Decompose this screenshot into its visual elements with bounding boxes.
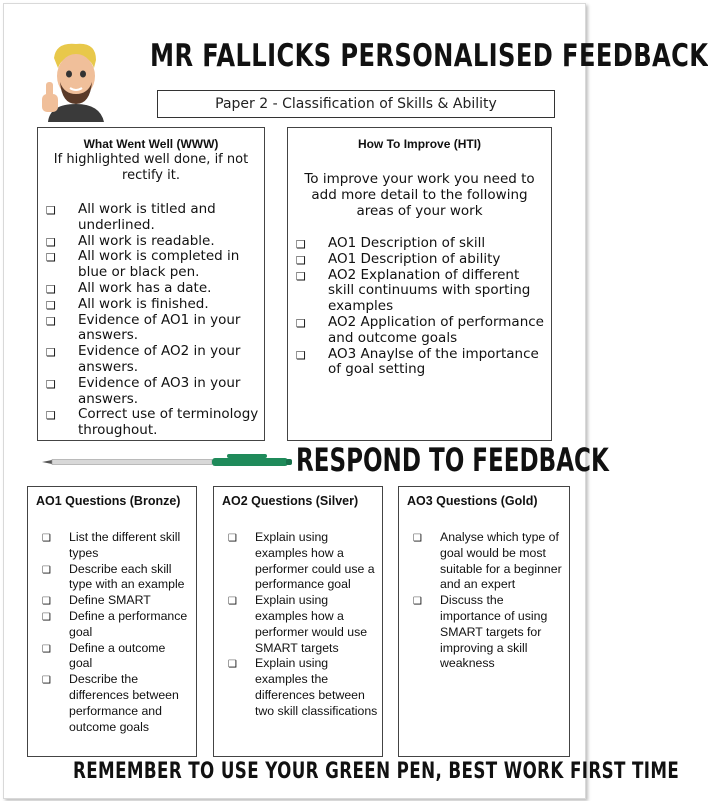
ao2-list xyxy=(214,530,382,720)
list-item: ❑ Analyse which type of goal would be most suitable for a beginner and an expert xyxy=(413,530,562,592)
list-item: ❑ Define SMART xyxy=(28,593,196,609)
respond-heading: RESPOND TO FEEDBACK xyxy=(296,441,609,479)
list-item: ❑ All work is readable. xyxy=(46,232,215,249)
checkbox-bullet-icon: ❑ xyxy=(46,377,56,391)
list-item: ❑ Define a performance goal xyxy=(42,608,188,639)
list-item: ❑ Explain using examples how a performer could use a performance goal xyxy=(228,530,375,592)
list-item: ❑ Evidence of AO1 in your answers. xyxy=(46,311,241,344)
checkbox-bullet-icon: ❑ xyxy=(46,282,56,296)
hti-intro: To improve your work you need to add more detail to the following areas of your work xyxy=(304,171,535,219)
list-item: ❑ AO3 Anaylse of the importance of goal setting xyxy=(296,345,539,378)
checkbox-bullet-icon: ❑ xyxy=(228,659,237,671)
ao2-questions-box xyxy=(213,486,383,757)
checkbox-bullet-icon: ❑ xyxy=(296,269,306,283)
ao3-questions-box xyxy=(398,486,570,757)
checkbox-bullet-icon: ❑ xyxy=(413,596,422,608)
www-instruction: If highlighted well done, if not rectify it. xyxy=(53,152,249,183)
checkbox-bullet-icon: ❑ xyxy=(46,409,56,423)
checkbox-bullet-icon: ❑ xyxy=(228,596,237,608)
checkbox-bullet-icon: ❑ xyxy=(46,235,56,249)
list-item: ❑ Discuss the importance of using SMART targets for improving a skill weakness xyxy=(413,593,548,671)
pen-illustration xyxy=(42,452,292,470)
www-list xyxy=(38,202,264,439)
checkbox-bullet-icon: ❑ xyxy=(42,564,51,576)
page-title: MR FALLICKS PERSONALISED FEEDBACK xyxy=(150,38,708,74)
ao3-list xyxy=(399,530,569,672)
list-item: ❑ Explain using examples how a performer would use SMART targets xyxy=(228,593,368,655)
ao1-list xyxy=(28,530,196,735)
list-item: ❑ Evidence of AO2 in your answers. xyxy=(46,343,241,375)
list-item: ❑ AO2 Explanation of different skill continuums with sporting examples xyxy=(296,266,531,315)
ao3-heading: AO3 Questions (Gold) xyxy=(407,494,538,508)
list-item: ❑ All work is finished. xyxy=(46,295,209,312)
checkbox-bullet-icon: ❑ xyxy=(296,238,306,251)
checkbox-bullet-icon: ❑ xyxy=(228,533,237,544)
www-heading: What Went Well (WWW) xyxy=(83,137,219,151)
hti-heading: How To Improve (HTI) xyxy=(357,137,482,151)
checkbox-bullet-icon: ❑ xyxy=(42,533,51,544)
ao1-heading: AO1 Questions (Bronze) xyxy=(36,494,181,508)
ao2-heading: AO2 Questions (Silver) xyxy=(222,494,359,508)
checkbox-bullet-icon: ❑ xyxy=(46,314,56,328)
list-item: ❑ All work has a date. xyxy=(46,279,212,296)
ao1-questions-box xyxy=(27,486,197,757)
list-item: ❑ Evidence of AO3 in your answers. xyxy=(46,374,241,407)
checkbox-bullet-icon: ❑ xyxy=(46,298,56,312)
footer-reminder: REMEMBER TO USE YOUR GREEN PEN, BEST WORK FIRST TIME xyxy=(73,759,680,784)
list-item: ❑ AO2 Application of performance and outcome goals xyxy=(296,313,544,346)
list-item: ❑ Describe the differences between performance and outcome goals xyxy=(42,672,179,734)
checkbox-bullet-icon: ❑ xyxy=(296,316,306,330)
list-item: ❑ Describe each skill type with an example xyxy=(42,561,185,592)
list-item: ❑ All work is completed in blue or black pen. xyxy=(46,248,240,281)
checkbox-bullet-icon: ❑ xyxy=(46,204,56,217)
list-item: ❑ Define a outcome goal xyxy=(42,640,166,671)
list-item: ❑ List the different skill types xyxy=(42,530,181,560)
www-box xyxy=(37,127,265,441)
checkbox-bullet-icon: ❑ xyxy=(42,596,51,608)
checkbox-bullet-icon: ❑ xyxy=(46,251,56,265)
checkbox-bullet-icon: ❑ xyxy=(46,346,56,360)
list-item: ❑ AO1 Description of ability xyxy=(296,250,501,267)
checkbox-bullet-icon: ❑ xyxy=(42,643,51,655)
list-item: ❑ Explain using examples the differences between two skill classifications xyxy=(228,656,378,718)
checkbox-bullet-icon: ❑ xyxy=(42,675,51,687)
hti-box xyxy=(287,127,552,441)
topic-subtitle: Paper 2 - Classification of Skills & Ability xyxy=(157,90,555,118)
checkbox-bullet-icon: ❑ xyxy=(296,253,306,267)
checkbox-bullet-icon: ❑ xyxy=(42,611,51,623)
checkbox-bullet-icon: ❑ xyxy=(413,533,422,544)
list-item: ❑ All work is titled and underlined. xyxy=(46,201,216,233)
checkbox-bullet-icon: ❑ xyxy=(296,348,306,362)
list-item: ❑ AO1 Description of skill xyxy=(296,235,486,251)
hti-list xyxy=(288,236,551,378)
thumbs-up-avatar xyxy=(38,38,108,122)
list-item: ❑ Correct use of terminology throughout. xyxy=(46,406,259,439)
